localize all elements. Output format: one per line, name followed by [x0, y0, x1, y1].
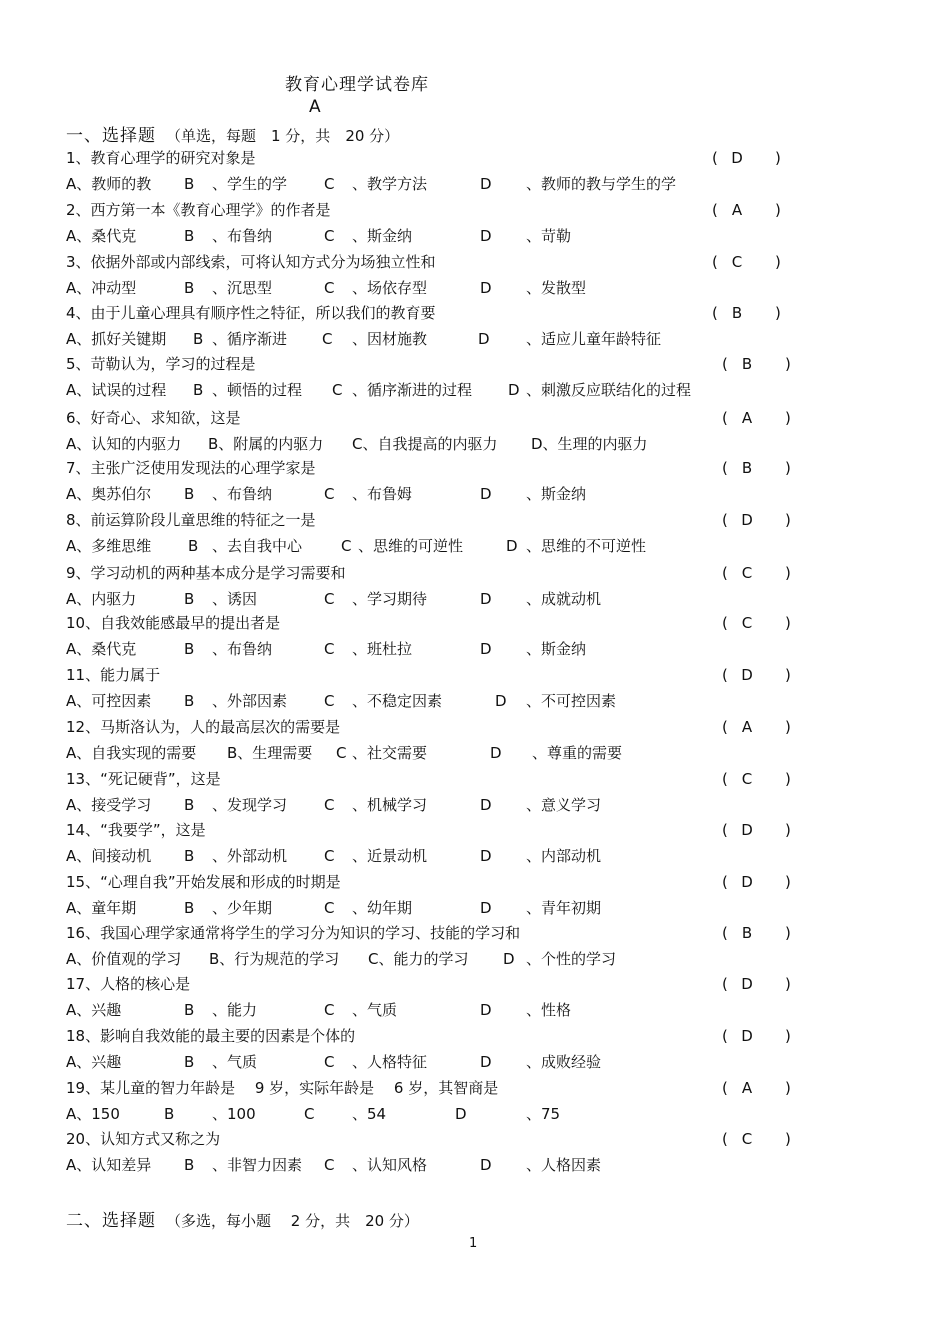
option-text: 、外部动机	[212, 847, 288, 865]
option-text: D	[455, 1105, 467, 1123]
answer-letter: D	[741, 975, 753, 993]
option-text: D、生理的内驱力	[531, 435, 648, 453]
answer-letter: A	[741, 1079, 753, 1097]
option-text: 、循序渐进的过程	[352, 381, 473, 399]
option-text: 、个性的学习	[526, 950, 617, 968]
option-text: D	[480, 279, 492, 297]
question-text-5: 5、苛勒认为，学习的过程是	[66, 355, 256, 373]
question-text-1: 1、教育心理学的研究对象是	[66, 149, 256, 167]
answer-key-19	[722, 1076, 802, 1100]
paren-open: (	[722, 409, 728, 427]
answer-letter: A	[741, 409, 753, 427]
answer-letter: A	[741, 718, 753, 736]
option-text: 、气质	[212, 1053, 258, 1071]
answer-key-14	[722, 818, 802, 842]
option-text: C	[324, 1053, 335, 1071]
option-text: A、多维思维	[66, 537, 152, 555]
option-text: A、冲动型	[66, 279, 137, 297]
paren-open: (	[722, 564, 728, 582]
paren-open: (	[722, 924, 728, 942]
option-text: 、少年期	[212, 899, 273, 917]
paren-open: (	[722, 355, 728, 373]
paren-close: )	[785, 1079, 791, 1097]
paren-open: (	[722, 975, 728, 993]
option-text: C	[341, 537, 352, 555]
paren-close: )	[775, 149, 781, 167]
option-text: B	[184, 640, 195, 658]
option-text: B、行为规范的学习	[209, 950, 340, 968]
question-text-14: 14、“我要学”，这是	[66, 821, 206, 839]
option-text: C、能力的学习	[368, 950, 469, 968]
section-1-label: 一、选择题	[66, 126, 156, 146]
paren-open: (	[722, 873, 728, 891]
answer-letter: B	[741, 459, 753, 477]
section-2-note: （多选，每小题 2 分，共 20 分）	[166, 1212, 419, 1230]
option-text: 、布鲁姆	[352, 485, 413, 503]
option-text: 、不可控因素	[526, 692, 617, 710]
paren-close: )	[785, 666, 791, 684]
paren-close: )	[785, 564, 791, 582]
option-text: C	[324, 640, 335, 658]
option-text: B	[184, 279, 195, 297]
option-text: 、青年初期	[526, 899, 602, 917]
option-text: C	[324, 485, 335, 503]
paren-open: (	[722, 1130, 728, 1148]
option-text: A、桑代克	[66, 227, 137, 245]
option-text: 、发散型	[526, 279, 587, 297]
paper-version: A	[309, 97, 321, 117]
question-text-11: 11、能力属于	[66, 666, 161, 684]
option-text: A、桑代克	[66, 640, 137, 658]
option-text: B、附属的内驱力	[208, 435, 324, 453]
option-text: 、斯金纳	[352, 227, 413, 245]
option-text: D	[490, 744, 502, 762]
option-text: A、150	[66, 1105, 120, 1123]
option-text: 、近景动机	[352, 847, 428, 865]
paren-open: (	[722, 770, 728, 788]
option-text: A、认知的内驱力	[66, 435, 182, 453]
option-text: D	[480, 227, 492, 245]
paren-open: (	[722, 459, 728, 477]
option-text: 、成就动机	[526, 590, 602, 608]
paren-open: (	[712, 149, 718, 167]
question-text-12: 12、马斯洛认为，人的最高层次的需要是	[66, 718, 341, 736]
answer-key-4	[712, 301, 792, 325]
question-text-15: 15、“心理自我”开始发展和形成的时期是	[66, 873, 341, 891]
option-text: 、去自我中心	[212, 537, 303, 555]
option-text: 、100	[212, 1105, 256, 1123]
option-text: A、抓好关键期	[66, 330, 167, 348]
option-text: 、社交需要	[352, 744, 428, 762]
question-text-6: 6、好奇心、求知欲，这是	[66, 409, 241, 427]
option-text: 、适应儿童年龄特征	[526, 330, 662, 348]
option-text: 、成败经验	[526, 1053, 602, 1071]
option-text: 、幼年期	[352, 899, 413, 917]
answer-letter: B	[741, 355, 753, 373]
option-text: 、布鲁纳	[212, 485, 273, 503]
paren-close: )	[775, 304, 781, 322]
option-text: C	[324, 1001, 335, 1019]
answer-key-1	[712, 146, 792, 170]
option-text: 、教师的教与学生的学	[526, 175, 677, 193]
answer-key-20	[722, 1127, 802, 1151]
option-text: D	[480, 1001, 492, 1019]
paren-open: (	[722, 666, 728, 684]
option-text: A、童年期	[66, 899, 137, 917]
answer-key-15	[722, 870, 802, 894]
paren-close: )	[785, 511, 791, 529]
option-text: 、诱因	[212, 590, 258, 608]
answer-letter: C	[731, 253, 743, 271]
answer-letter: C	[741, 564, 753, 582]
answer-key-10	[722, 611, 802, 635]
option-text: B	[184, 847, 195, 865]
option-text: C	[322, 330, 333, 348]
option-text: B	[184, 1156, 195, 1174]
question-text-2: 2、西方第一本《教育心理学》的作者是	[66, 201, 331, 219]
answer-letter: D	[731, 149, 743, 167]
answer-letter: D	[741, 666, 753, 684]
answer-key-7	[722, 456, 802, 480]
option-text: D	[506, 537, 518, 555]
paren-close: )	[785, 770, 791, 788]
option-text: 、人格因素	[526, 1156, 602, 1174]
paren-close: )	[785, 1027, 791, 1045]
paren-close: )	[785, 873, 791, 891]
answer-letter: C	[741, 1130, 753, 1148]
option-text: 、气质	[352, 1001, 398, 1019]
answer-letter: D	[741, 1027, 753, 1045]
option-text: B	[184, 692, 195, 710]
question-text-10: 10、自我效能感最早的提出者是	[66, 614, 281, 632]
paren-close: )	[785, 459, 791, 477]
option-text: A、间接动机	[66, 847, 152, 865]
option-text: 、场依存型	[352, 279, 428, 297]
option-text: A、奥苏伯尔	[66, 485, 152, 503]
question-text-13: 13、“死记硬背”，这是	[66, 770, 221, 788]
option-text: 、斯金纳	[526, 640, 587, 658]
option-text: B	[184, 175, 195, 193]
option-text: 、沉思型	[212, 279, 273, 297]
option-text: C	[336, 744, 347, 762]
option-text: A、接受学习	[66, 796, 152, 814]
option-text: B	[188, 537, 199, 555]
question-text-18: 18、影响自我效能的最主要的因素是个体的	[66, 1027, 356, 1045]
question-text-8: 8、前运算阶段儿童思维的特征之一是	[66, 511, 316, 529]
answer-key-13	[722, 767, 802, 791]
option-text: C	[324, 227, 335, 245]
option-text: A、教师的教	[66, 175, 152, 193]
option-text: B	[184, 796, 195, 814]
option-text: D	[480, 796, 492, 814]
option-text: D	[480, 1053, 492, 1071]
option-text: D	[480, 1156, 492, 1174]
paren-close: )	[775, 253, 781, 271]
paren-close: )	[785, 975, 791, 993]
option-text: B	[164, 1105, 175, 1123]
option-text: 、不稳定因素	[352, 692, 443, 710]
option-text: D	[478, 330, 490, 348]
option-text: C	[332, 381, 343, 399]
option-text: B	[184, 1053, 195, 1071]
option-text: 、能力	[212, 1001, 258, 1019]
paren-open: (	[712, 304, 718, 322]
option-text: C	[304, 1105, 315, 1123]
paren-open: (	[722, 821, 728, 839]
option-text: D	[480, 590, 492, 608]
option-text: C	[324, 847, 335, 865]
option-text: 、内部动机	[526, 847, 602, 865]
paren-open: (	[712, 201, 718, 219]
option-text: C、自我提高的内驱力	[352, 435, 498, 453]
answer-key-16	[722, 921, 802, 945]
answer-key-2	[712, 198, 792, 222]
option-text: C	[324, 590, 335, 608]
option-text: 、斯金纳	[526, 485, 587, 503]
paren-close: )	[785, 924, 791, 942]
option-text: A、试误的过程	[66, 381, 167, 399]
answer-key-8	[722, 508, 802, 532]
answer-letter: D	[741, 821, 753, 839]
option-text: D	[480, 485, 492, 503]
option-text: C	[324, 796, 335, 814]
paren-close: )	[785, 355, 791, 373]
option-text: D	[480, 640, 492, 658]
paren-open: (	[722, 614, 728, 632]
option-text: B	[193, 330, 204, 348]
option-text: A、兴趣	[66, 1053, 122, 1071]
document-title: 教育心理学试卷库	[285, 75, 429, 95]
option-text: D	[480, 175, 492, 193]
answer-key-9	[722, 561, 802, 585]
option-text: B、生理需要	[227, 744, 313, 762]
option-text: 、机械学习	[352, 796, 428, 814]
option-text: 、学生的学	[212, 175, 288, 193]
option-text: B	[184, 590, 195, 608]
option-text: A、价值观的学习	[66, 950, 182, 968]
option-text: 、布鲁纳	[212, 227, 273, 245]
paren-close: )	[785, 718, 791, 736]
answer-letter: C	[741, 614, 753, 632]
answer-key-17	[722, 972, 802, 996]
option-text: C	[324, 175, 335, 193]
answer-key-12	[722, 715, 802, 739]
option-text: 、苛勒	[526, 227, 572, 245]
question-text-4: 4、由于儿童心理具有顺序性之特征，所以我们的教育要	[66, 304, 436, 322]
option-text: A、自我实现的需要	[66, 744, 197, 762]
answer-key-18	[722, 1024, 802, 1048]
section-2-label: 二、选择题	[66, 1211, 156, 1231]
paren-close: )	[785, 1130, 791, 1148]
option-text: B	[193, 381, 204, 399]
question-text-16: 16、我国心理学家通常将学生的学习分为知识的学习、技能的学习和	[66, 924, 521, 942]
paren-close: )	[775, 201, 781, 219]
paren-open: (	[722, 1079, 728, 1097]
answer-key-6	[722, 406, 802, 430]
question-text-9: 9、学习动机的两种基本成分是学习需要和	[66, 564, 346, 582]
option-text: C	[324, 692, 335, 710]
option-text: 、外部因素	[212, 692, 288, 710]
paren-open: (	[722, 511, 728, 529]
section-1-note: （单选，每题 1 分，共 20 分）	[166, 127, 400, 145]
answer-key-3	[712, 250, 792, 274]
option-text: D	[480, 847, 492, 865]
paren-close: )	[785, 821, 791, 839]
question-text-20: 20、认知方式又称之为	[66, 1130, 221, 1148]
option-text: D	[495, 692, 507, 710]
section-1-heading	[66, 121, 399, 146]
option-text: 、意义学习	[526, 796, 602, 814]
answer-letter: C	[741, 770, 753, 788]
answer-key-11	[722, 663, 802, 687]
option-text: 、顿悟的过程	[212, 381, 303, 399]
option-text: 、尊重的需要	[532, 744, 623, 762]
option-text: 、学习期待	[352, 590, 428, 608]
option-text: D	[480, 899, 492, 917]
option-text: 、认知风格	[352, 1156, 428, 1174]
answer-letter: D	[741, 511, 753, 529]
option-text: D	[503, 950, 515, 968]
option-text: 、人格特征	[352, 1053, 428, 1071]
option-text: B	[184, 227, 195, 245]
page-number: 1	[469, 1236, 478, 1251]
option-text: A、兴趣	[66, 1001, 122, 1019]
answer-letter: B	[741, 924, 753, 942]
option-text: 、布鲁纳	[212, 640, 273, 658]
paren-open: (	[722, 1027, 728, 1045]
question-text-17: 17、人格的核心是	[66, 975, 191, 993]
option-text: 、发现学习	[212, 796, 288, 814]
question-text-3: 3、依据外部或内部线索，可将认知方式分为场独立性和	[66, 253, 436, 271]
question-text-7: 7、主张广泛使用发现法的心理学家是	[66, 459, 316, 477]
option-text: 、思维的可逆性	[358, 537, 464, 555]
paren-open: (	[722, 718, 728, 736]
paren-close: )	[785, 614, 791, 632]
option-text: 、教学方法	[352, 175, 428, 193]
option-text: B	[184, 1001, 195, 1019]
paren-close: )	[785, 409, 791, 427]
option-text: 、班杜拉	[352, 640, 413, 658]
option-text: B	[184, 899, 195, 917]
option-text: C	[324, 899, 335, 917]
option-text: A、认知差异	[66, 1156, 152, 1174]
option-text: 、思维的不可逆性	[526, 537, 647, 555]
section-2-heading	[66, 1206, 419, 1231]
option-text: D	[508, 381, 520, 399]
option-text: C	[324, 1156, 335, 1174]
option-text: 、54	[352, 1105, 387, 1123]
option-text: B	[184, 485, 195, 503]
option-text: 、刺激反应联结化的过程	[526, 381, 692, 399]
option-text: 、非智力因素	[212, 1156, 303, 1174]
option-text: C	[324, 279, 335, 297]
question-text-19: 19、某儿童的智力年龄是 9 岁，实际年龄是 6 岁，其智商是	[66, 1079, 499, 1097]
paren-open: (	[712, 253, 718, 271]
answer-letter: D	[741, 873, 753, 891]
option-text: A、可控因素	[66, 692, 152, 710]
answer-key-5	[722, 352, 802, 376]
option-text: 、性格	[526, 1001, 572, 1019]
answer-letter: B	[731, 304, 743, 322]
option-text: 、因材施教	[352, 330, 428, 348]
option-text: 、循序渐进	[212, 330, 288, 348]
option-text: 、75	[526, 1105, 561, 1123]
option-text: A、内驱力	[66, 590, 137, 608]
answer-letter: A	[731, 201, 743, 219]
